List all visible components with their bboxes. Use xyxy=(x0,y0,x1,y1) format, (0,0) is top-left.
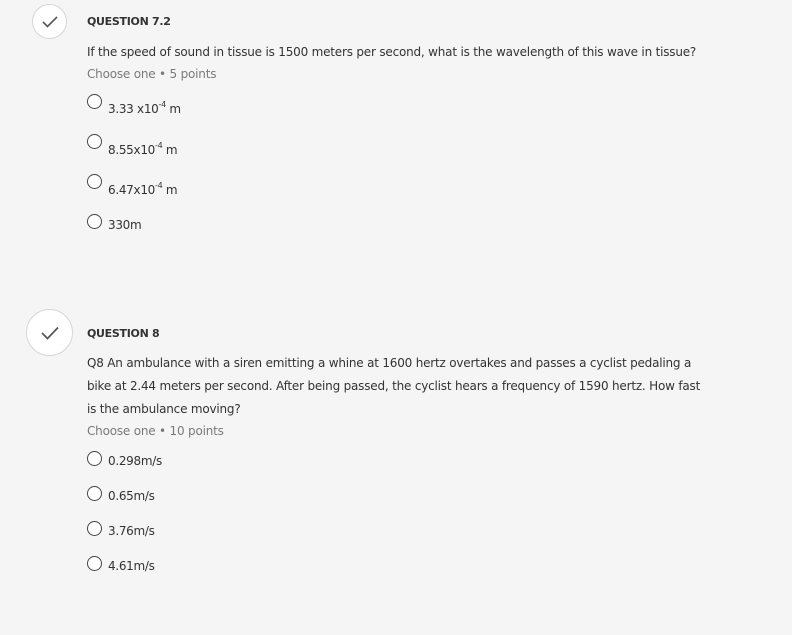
radio-button[interactable] xyxy=(87,486,102,501)
question-meta: Choose one • 5 points xyxy=(87,67,217,81)
radio-button[interactable] xyxy=(87,521,102,536)
question-label: QUESTION 8 xyxy=(87,327,160,340)
radio-button[interactable] xyxy=(87,556,102,571)
radio-button[interactable] xyxy=(87,214,102,229)
radio-button[interactable] xyxy=(87,134,102,149)
radio-button[interactable] xyxy=(87,174,102,189)
radio-button[interactable] xyxy=(87,451,102,466)
question-text: If the speed of sound in tissue is 1500 meters per second, what is the wavelength of this wave in tissue? xyxy=(87,45,697,59)
answered-check-icon xyxy=(32,4,67,39)
question-text-line: Q8 An ambulance with a siren emitting a whine at 1600 hertz overtakes and passes a cyclist pedaling a xyxy=(87,356,692,370)
question-label: QUESTION 7.2 xyxy=(87,15,171,28)
radio-button[interactable] xyxy=(87,94,102,109)
option-label: $8.55x10^{-4}$ m xyxy=(108,141,178,157)
option-label: 4.61m/s xyxy=(108,559,155,573)
option-label: 0.65m/s xyxy=(108,489,155,503)
option-label: 3.76m/s xyxy=(108,524,155,538)
option-label: 330m xyxy=(108,218,142,232)
question-meta: Choose one • 10 points xyxy=(87,424,224,438)
question-text xyxy=(87,352,700,421)
option-label: 0.298m/s xyxy=(108,454,162,468)
question-text-line: bike at 2.44 meters per second. After being passed, the cyclist hears a frequency of 1590 hertz. How fast xyxy=(87,379,701,393)
answered-check-icon xyxy=(26,309,73,356)
option-label: $6.47x10^{-4}$ m xyxy=(108,181,178,197)
option-label: 3.33 $x10^{-4}$ m xyxy=(108,100,181,116)
question-text-line: is the ambulance moving? xyxy=(87,402,241,416)
